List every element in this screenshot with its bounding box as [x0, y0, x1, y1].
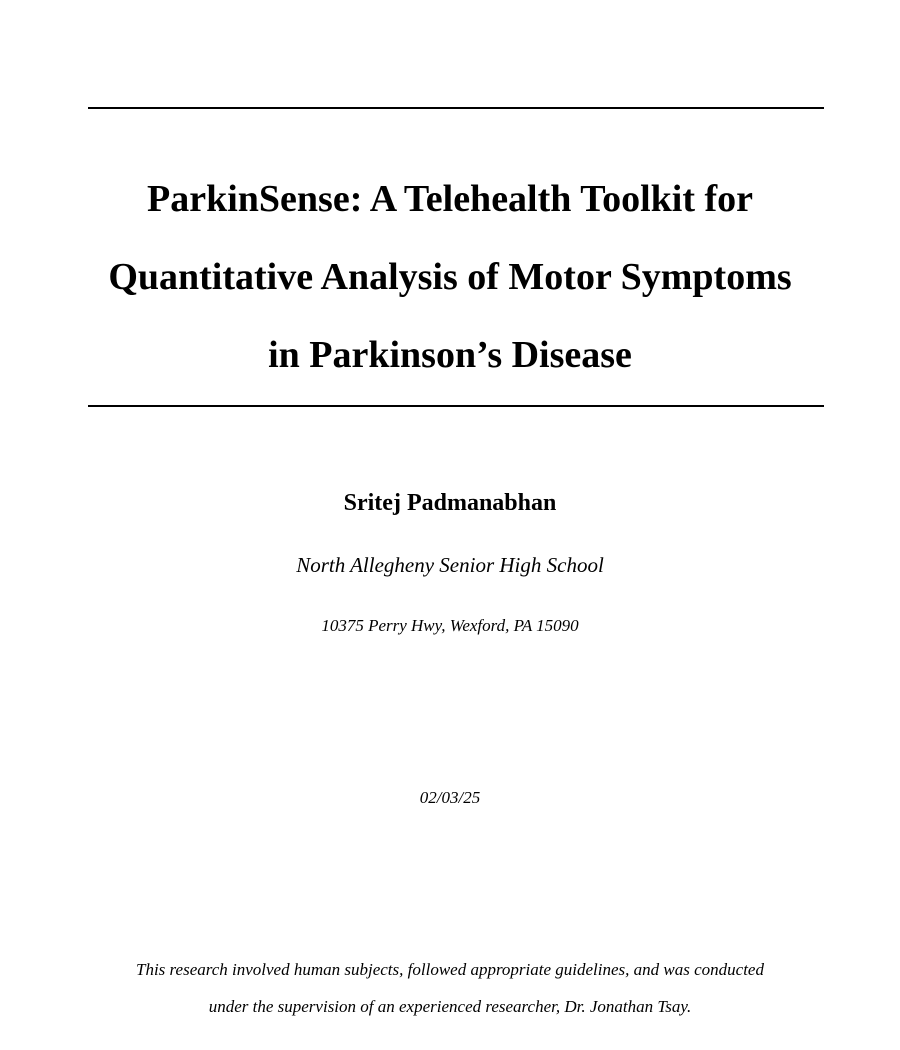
- paper-title: [60, 160, 840, 394]
- title-line-2: Quantitative Analysis of Motor Symptoms: [108, 256, 792, 298]
- author-address: 10375 Perry Hwy, Wexford, PA 15090: [321, 616, 579, 635]
- author-name: Sritej Padmanabhan: [343, 490, 557, 516]
- title-top-rule: [88, 107, 824, 109]
- author-affiliation: North Allegheny Senior High School: [296, 553, 604, 577]
- title-bottom-rule: [88, 405, 824, 407]
- paper-date: 02/03/25: [419, 788, 481, 807]
- research-note-line-1: This research involved human subjects, followed appropriate guidelines, and was conducted: [136, 960, 764, 979]
- research-note-line-2: under the supervision of an experienced researcher, Dr. Jonathan Tsay.: [208, 997, 692, 1016]
- title-line-3: in Parkinson’s Disease: [268, 334, 632, 376]
- title-line-1: ParkinSense: A Telehealth Toolkit for: [147, 178, 753, 220]
